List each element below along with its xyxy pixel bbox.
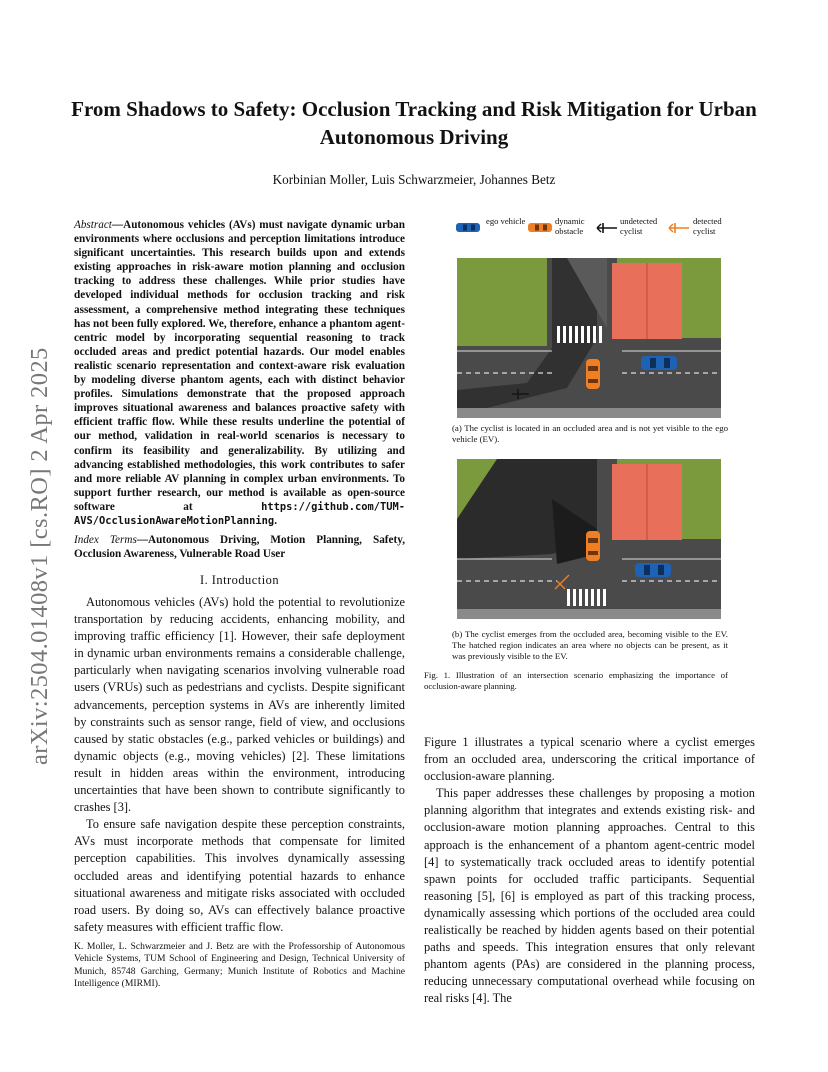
figure-caption: Fig. 1. Illustration of an intersection scenario emphasizing the importance of occlusion-aware planning. bbox=[424, 670, 728, 691]
arxiv-identifier: arXiv:2504.01408v1 [cs.RO] 2 Apr 2025 bbox=[26, 347, 53, 765]
ego-vehicle-icon bbox=[455, 221, 481, 233]
legend-undetected-label: undetected cyclist bbox=[620, 216, 658, 236]
authors: Korbinian Moller, Luis Schwarzmeier, Johannes Betz bbox=[272, 172, 556, 187]
figure-1b-scene bbox=[457, 459, 721, 619]
dynamic-obstacle-vehicle bbox=[586, 531, 600, 561]
abstract-text: —Autonomous vehicles (AVs) must navigate dynamic urban environments where occlusions and perception limitations introduce significant uncertainties. This research builds upon and extends existing approaches in risk-aware motion planning and occlusion tracking to address these challenges. While prior studies have developed individual methods for occlusion tracking and risk assessment, a comprehensive method integrating these techniques has not been fully explored. We, therefore, enhance a phantom agent-centric model by incorporating sequential reasoning to track occluded areas and predict potential hazards. Our model enables realistic scenario representation and context-aware risk evaluation by modeling diverse phantom agents, each with distinct behavior profiles. Simulations demonstrate that the proposed approach improves situational awareness and balances proactive safety with efficient traffic flow. While these results underline the potential of our method, validation in real-world scenarios is necessary to confirm its feasibility and generalizability. By utilizing and advancing established methodologies, this work contributes to safer and more reliable AV planning in complex urban environments. To support further research, our method is available as open-source software at bbox=[74, 219, 405, 513]
dynamic-obstacle-vehicle bbox=[586, 359, 600, 389]
figure-legend bbox=[455, 215, 745, 241]
paper-title: From Shadows to Safety: Occlusion Tracking and Risk Mitigation for Urban Autonomous Driving bbox=[71, 97, 757, 149]
abstract-end: . bbox=[274, 514, 277, 527]
ego-vehicle bbox=[641, 356, 677, 370]
index-terms-text: —Autonomous Driving, Motion Planning, Safety, Occlusion Awareness, Vulnerable Road User bbox=[74, 534, 405, 561]
right-column-text bbox=[424, 734, 755, 1008]
legend-ego-label: ego vehicle bbox=[486, 216, 526, 226]
section-heading: I. Introduction bbox=[199, 573, 280, 587]
abstract bbox=[74, 218, 405, 528]
paragraph: Figure 1 illustrates a typical scenario where a cyclist emerges from an occluded area, underscoring the critical importance of occlusion-aware planning. bbox=[424, 735, 755, 784]
paragraph: To ensure safe navigation despite these perception constraints, AVs must incorporate methods that compensate for limited perception capabilities. This involves dynamically assessing occluded areas and identifying potential hazards to enhance situational awareness and mitigate risks associated with occluded road users. By doing so, AVs can effectively balance proactive safety measures with efficient traffic flow. bbox=[74, 817, 405, 934]
undetected-cyclist-icon bbox=[595, 221, 619, 235]
index-terms bbox=[74, 533, 405, 561]
abstract-label: Abstract bbox=[74, 219, 112, 231]
dynamic-obstacle-icon bbox=[527, 221, 553, 233]
detected-cyclist-icon bbox=[667, 221, 691, 235]
index-terms-label: Index Terms bbox=[74, 534, 137, 546]
caption-a: (a) The cyclist is located in an occluded area and is not yet visible to the ego vehicle (EV). bbox=[452, 423, 728, 444]
paragraph: This paper addresses these challenges by proposing a motion planning algorithm that integrates and extends existing risk- and occlusion-aware motion planning approaches. Central to this approach is the enhancement of a phantom agent-centric model [4] to systematically track occluded areas to identify potential spawn points for occluded traffic participants. Sequential reasoning [5], [6] is employed as part of this tracking process, dynamically assessing which portions of the occluded area could realistically be reached by hidden agents based on their potential paths and speeds. This integration ensures that only relevant phantom agents (PAs) are considered in the planning process, reducing unnecessary computational overhead while focusing on real risks [4]. The bbox=[424, 786, 755, 1006]
paragraph: Autonomous vehicles (AVs) hold the potential to revolutionize transportation by reducing accidents, enhancing mobility, and improving traffic efficiency [1]. However, their safe deployment in dynamic urban environments remains a considerable challenge, particularly when navigating scenarios involving vulnerable road users (VRUs) such as pedestrians and cyclists. Despite significant advancements, perception systems in AVs are inherently limited by constraints such as sensor range, field of view, and occlusions caused by static obstacles (e.g., parked vehicles or buildings) and dynamic objects (e.g., moving vehicles) [2]. These limitations result in hidden areas within the environment, introducing uncertainties that have been shown to contribute significantly to crashes [3]. bbox=[74, 595, 405, 815]
legend-detected-label: detected cyclist bbox=[693, 216, 722, 236]
intro-text bbox=[74, 594, 405, 936]
footnote: K. Moller, L. Schwarzmeier and J. Betz are with the Professorship of Autonomous Vehicle Systems, TUM School of Engineering and Design, Technical University of Munich, 85748 Garching, Germany; Munich Institute of Robotics and Machine Intelligence (MIRMI). bbox=[74, 941, 405, 990]
legend-dynamic-label: dynamic obstacle bbox=[555, 216, 585, 236]
figure-1a-scene bbox=[457, 258, 721, 418]
code-url[interactable]: https://github.com/TUM-AVS/OcclusionAwareMotionPlanning bbox=[74, 500, 405, 527]
caption-b: (b) The cyclist emerges from the occluded area, becoming visible to the EV. The hatched region indicates an area where no objects can be present, as it was previously visible to the EV. bbox=[452, 629, 728, 661]
ego-vehicle bbox=[635, 563, 671, 577]
